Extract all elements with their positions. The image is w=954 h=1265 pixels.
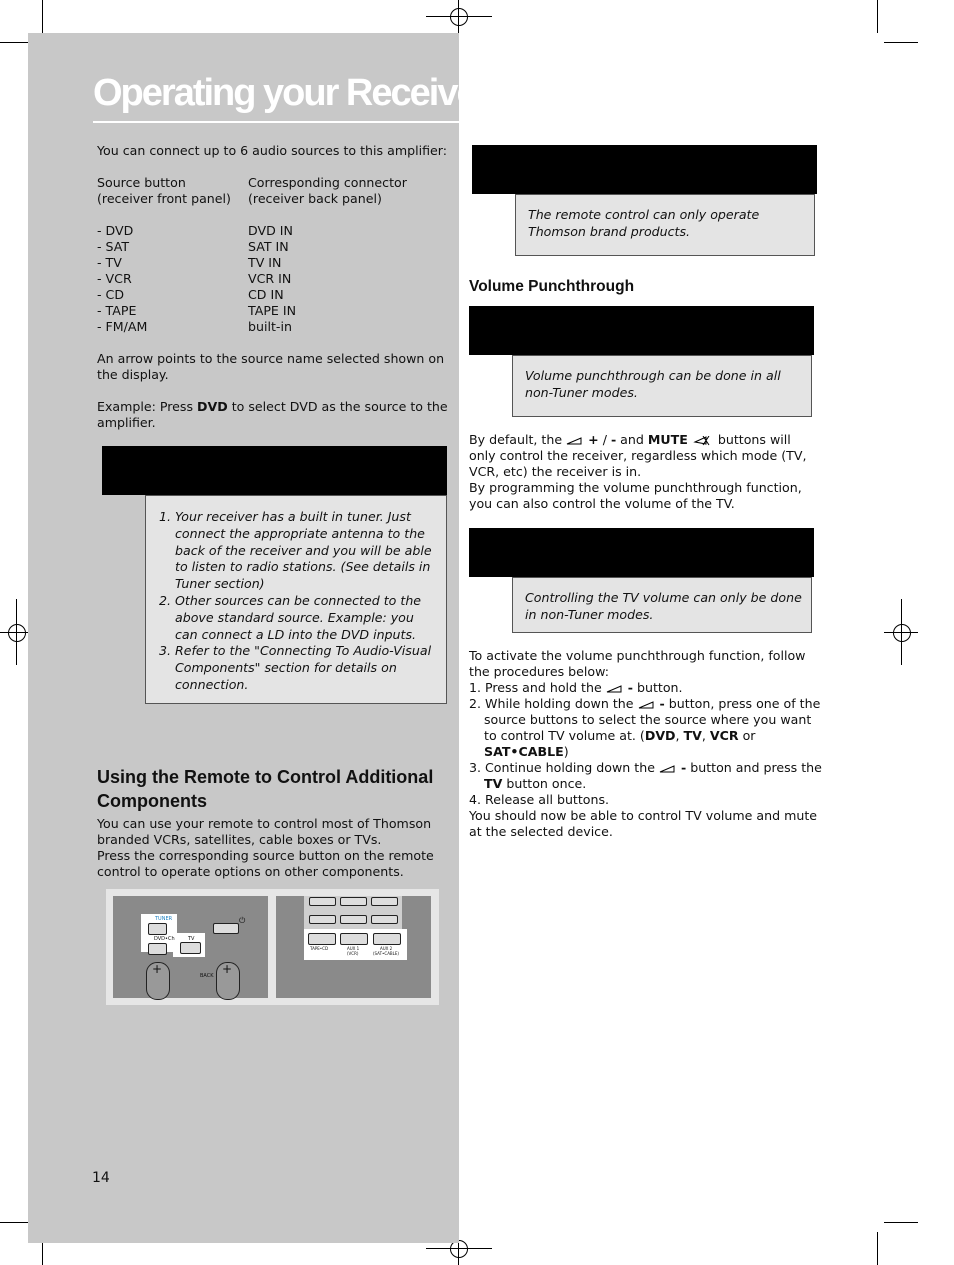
note-item: 2. Other sources can be connected to the above standard source. Example: you can connect a LD into the DVD inputs. [175,593,436,643]
source-cell: - TV [97,255,122,270]
activate-section [469,648,824,840]
crop-mark [42,0,43,33]
note-list [158,509,436,694]
example-suffix: to select DVD as the source to the amplifier. [97,399,448,430]
page-number: 14 [92,1170,110,1186]
connector-cell: SAT IN [248,239,289,254]
table-header-line: Source button [97,175,186,190]
page-title: Operating your Receiver [93,72,489,114]
arrow-text: An arrow points to the source name selected shown on the display. [97,351,445,382]
plus-icon: + [152,962,163,976]
source-cell: - TAPE [97,303,137,318]
table-row [97,239,452,255]
connector-cell: built-in [248,319,292,334]
title-rule [93,121,459,123]
aux2-button [373,933,401,945]
table-row [97,319,452,335]
registration-mark [426,16,492,17]
step-2: 2. While holding down the - button, press one of the source buttons to select the source where you want to control TV volume at. (DVD, TV, VCR or SAT•CABLE) [469,696,821,759]
default-text-h: By programming the volume punchthrough function, you can also control the volume of the TV. [469,480,802,511]
note-box-sources [145,495,447,704]
registration-mark [450,8,468,26]
source-cell: - VCR [97,271,132,286]
table-header-connector [248,175,448,207]
default-text-plus: + [588,432,599,447]
crop-mark [884,42,918,43]
remote-illustration [106,889,439,1005]
step-minus: - [681,760,687,775]
tape-cd-button [308,933,336,945]
back-label: BACK [200,973,214,979]
connector-cell: TAPE IN [248,303,297,318]
aux2-label: AUX 2 [380,946,393,951]
note-header-bar [469,528,814,577]
aux1-sublabel: (VCR) [347,951,359,956]
step-minus: - [627,680,633,695]
example-text [97,399,449,431]
crop-mark [884,1222,918,1223]
intro-text: You can connect up to 6 audio sources to this amplifier: [97,143,447,158]
source-cell: - FM/AM [97,319,148,334]
table-header-line: (receiver back panel) [248,191,382,206]
tv-label: TV [188,936,195,942]
step-sat-cable: SAT•CABLE [484,744,564,759]
table-header-source [97,175,247,207]
step-minus: - [659,696,665,711]
table-row [97,303,452,319]
remote-paragraph-2: Press the corresponding source button on the remote control to operate options on other components. [97,848,434,879]
section-heading-remote: Using the Remote to Control Additional Components [97,767,434,811]
volume-icon [606,684,624,694]
crop-mark [877,1232,878,1265]
step-text: 2. While holding down the [469,696,634,711]
record-button [309,915,336,924]
connector-cell: CD IN [248,287,284,302]
power-icon: ⏻ [239,916,246,925]
registration-mark [458,0,459,33]
example-prefix: Example: Press [97,399,198,414]
connector-cell: DVD IN [248,223,293,238]
registration-mark [893,624,911,642]
note-item: 3. Refer to the "Connecting To Audio-Visual Components" section for details on connection. [175,643,436,693]
forward-button [371,897,398,906]
registration-mark [901,599,902,665]
mute-icon [692,436,714,446]
dvd-label: DVD•Ch [154,936,175,942]
remote-button [213,923,239,934]
table-row [97,223,452,239]
aux2-sublabel: (SAT•CABLE) [373,951,399,956]
note-box-punchthrough: Volume punchthrough can be done in all non-Tuner modes. [512,355,812,417]
tape-cd-label: TAPE•CD [310,946,329,951]
step-text: button, press one of the source buttons to select the source where you want to control TV volume at. ( [484,696,821,743]
plus-icon: + [222,962,233,976]
dvd-button [148,943,167,955]
source-list [97,223,452,335]
activate-intro: To activate the volume punchthrough function, follow the procedures below: [469,648,806,679]
step-text: ) [563,744,569,759]
table-row [97,255,452,271]
note-header-bar [472,145,817,194]
step-text: button once. [502,776,587,791]
volume-icon [659,764,677,774]
default-text-mute: MUTE [647,432,688,447]
stop-button [340,915,367,924]
crop-mark [877,0,878,33]
step-text: button and press the [686,760,822,775]
table-header-line: (receiver front panel) [97,191,231,206]
table-row [97,271,452,287]
source-cell: - SAT [97,239,130,254]
connector-cell: TV IN [248,255,282,270]
note-box-tv-volume: Controlling the TV volume can only be done in non-Tuner modes. [512,577,812,633]
table-header-line: Corresponding connector [248,175,407,190]
example-dvd: DVD [197,399,228,414]
source-cell: - DVD [97,223,134,238]
remote-paragraph-1: You can use your remote to control most of Thomson branded VCRs, satellites, cable boxes or TVs. [97,816,432,847]
step-text: or [738,728,756,743]
default-text-g: buttons will only control the receiver, regardless which mode (TV, VCR, etc) the receiver is in. [469,432,807,479]
note-box-thomson: The remote control can only operate Thomson brand products. [515,194,815,256]
step-3 [469,760,824,792]
default-text-slash: / [598,432,611,447]
default-paragraph [469,432,809,512]
tv-button [180,942,201,954]
default-text-minus: - [610,432,617,447]
registration-mark [426,1248,492,1249]
section-heading-volume: Volume Punchthrough [469,278,635,295]
step-text: button. [632,680,683,695]
step-1 [469,680,824,696]
aux1-button [340,933,368,945]
connector-cell: VCR IN [248,271,292,286]
note-header-bar [469,306,814,355]
note-item: 1. Your receiver has a built in tuner. Just connect the appropriate antenna to the back of the receiver and you will be able to listen to radio stations. (See details in Tuner section) [175,509,436,593]
step-dvd: DVD [644,728,676,743]
note-header-bar [102,446,447,495]
remote-right-panel [276,896,431,998]
play-button [340,897,367,906]
remote-left-panel [113,896,268,998]
step-vcr: VCR [709,728,739,743]
step-tv: TV [683,728,702,743]
tuner-label: TUNER [155,916,173,922]
step-4: 4. Release all buttons. [469,792,610,807]
registration-mark [16,599,17,665]
step-text: 3. Continue holding down the [469,760,655,775]
source-cell: - CD [97,287,125,302]
step-text: 1. Press and hold the [469,680,602,695]
aux1-label: AUX 1 [347,946,360,951]
tuner-button [148,923,167,935]
pause-button [371,915,398,924]
step-tv: TV [484,776,503,791]
default-text-and: and [616,432,648,447]
registration-mark [8,624,26,642]
default-text-a: By default, the [469,432,563,447]
table-row [97,287,452,303]
rewind-button [309,897,336,906]
volume-icon [638,700,656,710]
volume-icon [566,436,584,446]
step-5: You should now be able to control TV volume and mute at the selected device. [469,808,818,839]
